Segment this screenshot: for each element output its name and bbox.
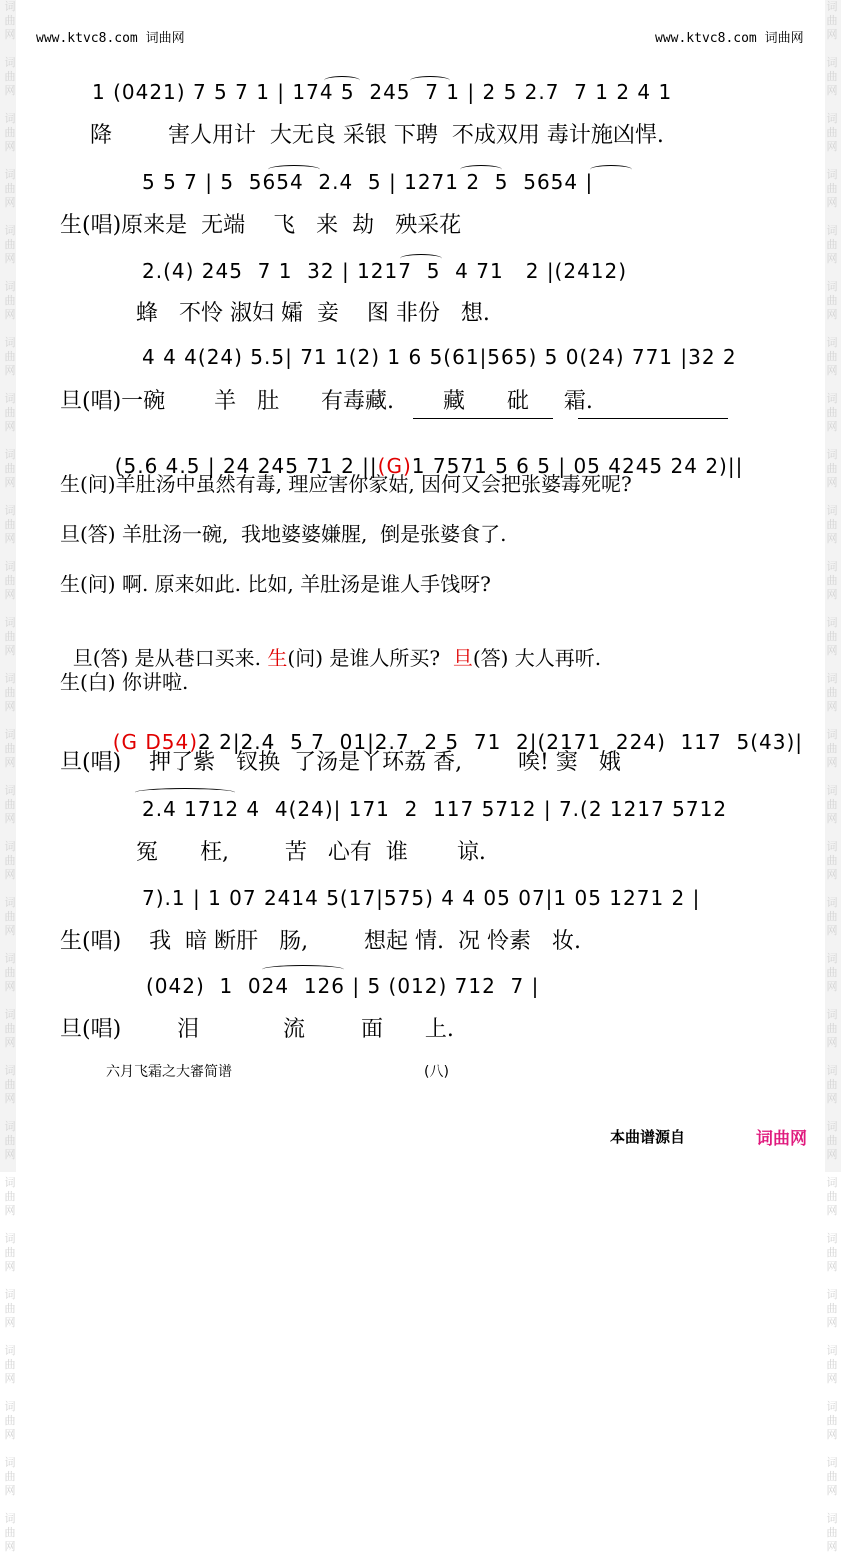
slur-mark [410, 76, 450, 85]
notation-line-1: 1 (0421) 7 5 7 1 | 174 5 245 7 1 | 2 5 2.7 7 1 2 4 1 [92, 80, 673, 104]
dialog-line-2: 旦(答) 羊肚汤一碗, 我地婆婆嫌腥, 倒是张婆食了. [60, 522, 507, 546]
notation-line-4: 4 4 4(24) 5.5| 71 1(2) 1 6 5(61|565) 5 0(24) 771 |32 2 [142, 345, 737, 369]
slur-mark [590, 165, 632, 174]
lyric-line-1: 降 害人用计 大无良 采银 下聘 不成双用 毒计施凶悍. [90, 123, 664, 148]
tie-line [413, 418, 553, 419]
dialog-line-4 [60, 618, 601, 671]
dialog-part-1: 旦(答) 是从巷口买来. [72, 646, 262, 670]
key-signature-gd: (G D54) [112, 730, 199, 754]
lyric-line-9: 旦(唱) 泪 流 面 上. [60, 1017, 454, 1042]
lyric-line-6: 旦(唱) 押了紫 钗换 了汤是丫环荔 香, 唉! 窦 娥 [60, 750, 621, 775]
slur-mark [135, 788, 235, 797]
lyric-line-3: 蜂 不怜 淑妇 孀 妾 图 非份 想. [136, 301, 490, 326]
page-number: (八) [424, 1064, 449, 1080]
slur-mark [262, 965, 344, 974]
score-title: 六月飞霜之大審简谱 [106, 1064, 232, 1080]
speaker-dan: 旦 [452, 646, 473, 670]
lyric-line-2: 生(唱)原来是 无端 飞 来 劫 殃采花 [60, 213, 462, 238]
slur-mark [324, 76, 360, 85]
dialog-line-1: 生(问)羊肚汤中虽然有毒, 理应害你家姑, 因何又会把张婆毒死呢? [60, 472, 632, 496]
notation-line-7: 2.4 1712 4 4(24)| 171 2 117 5712 | 7.(2 1217 5712 [142, 797, 728, 821]
header-url-left: www.ktvc8.com 词曲网 [36, 31, 185, 46]
key-signature-g: (G) [377, 454, 412, 478]
notation-line-5a: (5.6 4.5 | 24 245 71 2 || [114, 454, 378, 478]
header-url-right: www.ktvc8.com 词曲网 [655, 31, 804, 46]
speaker-sheng: 生 [267, 646, 288, 670]
notation-line-5b: 1 7571 5 6 5 | 05 4245 24 2)|| [411, 454, 744, 478]
dialog-part-3: (答) 大人再听. [472, 646, 602, 670]
notation-line-9: (042) 1 024 126 | 5 (012) 712 7 | [146, 974, 540, 998]
lyric-line-7: 冤 枉, 苦 心有 谁 谅. [136, 840, 486, 865]
lyric-line-4: 旦(唱)一碗 羊 肚 有毒藏. 藏 砒 霜. [60, 389, 593, 414]
site-brand: 词曲网 [756, 1129, 807, 1149]
lyric-line-8: 生(唱) 我 暗 断肝 肠, 想起 情. 况 怜素 妆. [60, 929, 581, 954]
notation-line-3: 2.(4) 245 7 1 32 | 1217 5 4 71 2 |(2412) [142, 259, 628, 283]
watermark-right: 词 曲 网 词 曲 网 词 曲 网 词 曲 网 词 曲 网 词 曲 网 词 曲 网 词 曲 网 词 曲 网 词 曲 网 词 曲 网 词 曲 网 词 曲 网 词 曲 网 词 曲 网 词 曲 网 词 曲 网 词 曲 网 词 曲 网 词 曲 网 词 曲 网 词 曲 网 词 曲 网 词 曲 网 词 曲 网 词 曲 网 词 曲 网 词 曲 网 [826, 0, 838, 1553]
slur-mark [268, 165, 320, 174]
notation-line-2: 5 5 7 | 5 5654 2.4 5 | 1271 2 5 5654 | [142, 170, 594, 194]
slur-mark [460, 165, 502, 174]
watermark-left: 词 曲 网 词 曲 网 词 曲 网 词 曲 网 词 曲 网 词 曲 网 词 曲 网 词 曲 网 词 曲 网 词 曲 网 词 曲 网 词 曲 网 词 曲 网 词 曲 网 词 曲 网 词 曲 网 词 曲 网 词 曲 网 词 曲 网 词 曲 网 词 曲 网 词 曲 网 词 曲 网 词 曲 网 词 曲 网 词 曲 网 词 曲 网 词 曲 网 [4, 0, 16, 1553]
dialog-line-3: 生(问) 啊. 原来如此. 比如, 羊肚汤是谁人手饯呀? [60, 572, 491, 596]
dialog-line-5: 生(白) 你讲啦. [60, 670, 189, 694]
dialog-part-2: (问) 是谁人所买? [287, 646, 441, 670]
notation-line-8: 7).1 | 1 07 2414 5(17|575) 4 4 05 07|1 05 1271 2 | [142, 886, 701, 910]
notation-line-6: 2 2|2.4 5 7 01|2.7 2 5 71 2|(2171 224) 117 5(43)| [198, 730, 803, 754]
tie-line [578, 418, 728, 419]
slur-mark [400, 254, 442, 263]
source-label: 本曲谱源自 [610, 1128, 686, 1146]
